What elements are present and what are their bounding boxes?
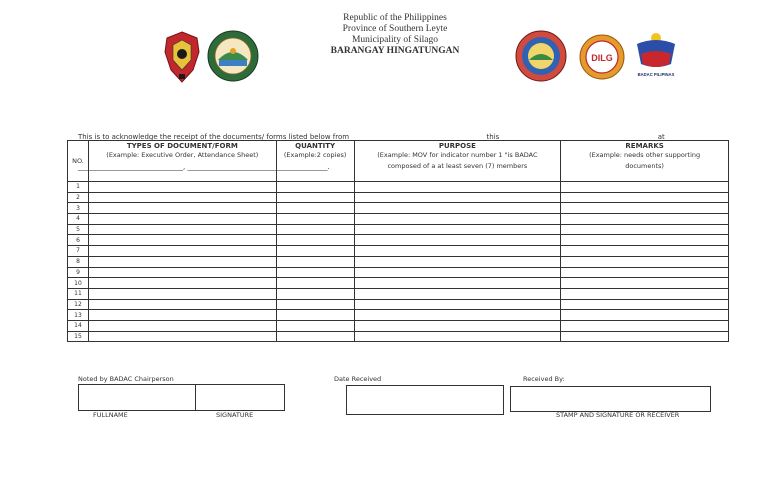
row-number: 5	[68, 224, 89, 235]
row-number: 12	[68, 299, 89, 310]
header-line-province: Province of Southern Leyte	[342, 24, 448, 34]
acknowledgement-line-2: ______________________________, ________________________________________.	[78, 163, 330, 171]
table-row	[68, 246, 729, 257]
fullname-field[interactable]	[78, 384, 196, 411]
purpose-cell[interactable]	[354, 299, 561, 310]
remarks-cell[interactable]	[561, 299, 729, 310]
row-number: 15	[68, 331, 89, 342]
quantity-cell[interactable]	[276, 203, 354, 214]
signature-field[interactable]	[195, 384, 285, 411]
fullname-label: FULLNAME	[93, 411, 128, 419]
column-header-type: TYPES OF DOCUMENT/FORM (Example: Executive Order, Attendance Sheet)	[88, 141, 276, 182]
remarks-cell[interactable]	[561, 320, 729, 331]
type-cell[interactable]	[88, 320, 276, 331]
table-row	[68, 203, 729, 214]
purpose-cell[interactable]	[354, 214, 561, 225]
table-row	[68, 299, 729, 310]
type-cell[interactable]	[88, 224, 276, 235]
documents-table	[67, 140, 729, 342]
purpose-cell[interactable]	[354, 235, 561, 246]
purpose-cell[interactable]	[354, 310, 561, 321]
quantity-cell[interactable]	[276, 256, 354, 267]
purpose-cell[interactable]	[354, 267, 561, 278]
table-row	[68, 288, 729, 299]
purpose-cell[interactable]	[354, 224, 561, 235]
remarks-cell[interactable]	[561, 267, 729, 278]
type-cell[interactable]	[88, 235, 276, 246]
row-number: 7	[68, 246, 89, 257]
signature-label: SIGNATURE	[216, 411, 254, 419]
acknowledgement-line-1: This is to acknowledge the receipt of the documents/ forms listed below from ______________________________________ this ____________________________________________ at	[78, 133, 665, 141]
type-cell[interactable]	[88, 267, 276, 278]
type-cell[interactable]	[88, 182, 276, 193]
purpose-cell[interactable]	[354, 320, 561, 331]
remarks-cell[interactable]	[561, 278, 729, 289]
municipality-seal-logo	[515, 30, 567, 82]
quantity-cell[interactable]	[276, 288, 354, 299]
remarks-cell[interactable]	[561, 235, 729, 246]
row-number: 1	[68, 182, 89, 193]
quantity-cell[interactable]	[276, 192, 354, 203]
badac-logo-text: BADAC PILIPINAS	[637, 72, 675, 77]
type-cell[interactable]	[88, 310, 276, 321]
type-cell[interactable]	[88, 246, 276, 257]
purpose-cell[interactable]	[354, 246, 561, 257]
row-number: 11	[68, 288, 89, 299]
type-cell[interactable]	[88, 299, 276, 310]
noted-by-label: Noted by BADAC Chairperson	[78, 375, 174, 383]
remarks-cell[interactable]	[561, 310, 729, 321]
quantity-cell[interactable]	[276, 331, 354, 342]
dilg-logo	[579, 34, 625, 80]
received-by-field[interactable]	[510, 386, 711, 412]
barangay-seal-logo	[206, 30, 260, 82]
remarks-cell[interactable]	[561, 288, 729, 299]
header-line-republic: Republic of the Philippines	[343, 13, 447, 23]
received-by-label: Received By:	[523, 375, 565, 383]
row-number: 6	[68, 235, 89, 246]
table-row	[68, 267, 729, 278]
type-cell[interactable]	[88, 214, 276, 225]
table-row	[68, 256, 729, 267]
header-line-barangay: BARANGAY HINGATUNGAN	[330, 46, 460, 56]
column-header-quantity: QUANTITY (Example:2 copies)	[276, 141, 354, 182]
row-number: 13	[68, 310, 89, 321]
row-number: 4	[68, 214, 89, 225]
purpose-cell[interactable]	[354, 278, 561, 289]
column-header-remarks: REMARKS (Example: needs other supporting documents)	[561, 141, 729, 182]
quantity-cell[interactable]	[276, 246, 354, 257]
row-number: 2	[68, 192, 89, 203]
row-number: 14	[68, 320, 89, 331]
quantity-cell[interactable]	[276, 278, 354, 289]
remarks-cell[interactable]	[561, 203, 729, 214]
date-received-field[interactable]	[346, 385, 504, 415]
table-row	[68, 214, 729, 225]
quantity-cell[interactable]	[276, 310, 354, 321]
table-header-row	[68, 141, 729, 182]
remarks-cell[interactable]	[561, 246, 729, 257]
remarks-cell[interactable]	[561, 331, 729, 342]
table-row	[68, 182, 729, 193]
badac-logo	[631, 30, 681, 78]
remarks-cell[interactable]	[561, 192, 729, 203]
purpose-cell[interactable]	[354, 256, 561, 267]
table-row	[68, 224, 729, 235]
table-row	[68, 331, 729, 342]
type-cell[interactable]	[88, 331, 276, 342]
pnp-badge-logo	[163, 30, 201, 84]
date-received-label: Date Received	[334, 375, 382, 383]
dilg-logo-text: DILG	[591, 53, 613, 63]
purpose-cell[interactable]	[354, 203, 561, 214]
quantity-cell[interactable]	[276, 214, 354, 225]
header-line-municipality: Municipality of Silago	[351, 35, 439, 45]
column-header-purpose: PURPOSE (Example: MOV for indicator number 1 "is BADAC composed of a at least seven (7) members	[354, 141, 561, 182]
remarks-cell[interactable]	[561, 256, 729, 267]
type-cell[interactable]	[88, 192, 276, 203]
document-header	[290, 13, 500, 57]
type-cell[interactable]	[88, 256, 276, 267]
table-row	[68, 235, 729, 246]
remarks-cell[interactable]	[561, 214, 729, 225]
row-number: 3	[68, 203, 89, 214]
purpose-cell[interactable]	[354, 182, 561, 193]
remarks-cell[interactable]	[561, 224, 729, 235]
table-row	[68, 192, 729, 203]
purpose-cell[interactable]	[354, 288, 561, 299]
quantity-cell[interactable]	[276, 299, 354, 310]
quantity-cell[interactable]	[276, 224, 354, 235]
table-row	[68, 320, 729, 331]
purpose-cell[interactable]	[354, 331, 561, 342]
table-row	[68, 310, 729, 321]
stamp-label: STAMP AND SIGNATURE OR RECEIVER	[556, 411, 680, 419]
quantity-cell[interactable]	[276, 235, 354, 246]
quantity-cell[interactable]	[276, 320, 354, 331]
type-cell[interactable]	[88, 278, 276, 289]
row-number: 9	[68, 267, 89, 278]
table-row	[68, 278, 729, 289]
remarks-cell[interactable]	[561, 182, 729, 193]
quantity-cell[interactable]	[276, 267, 354, 278]
quantity-cell[interactable]	[276, 182, 354, 193]
column-header-no: NO.	[68, 141, 89, 182]
row-number: 8	[68, 256, 89, 267]
type-cell[interactable]	[88, 203, 276, 214]
row-number: 10	[68, 278, 89, 289]
purpose-cell[interactable]	[354, 192, 561, 203]
type-cell[interactable]	[88, 288, 276, 299]
